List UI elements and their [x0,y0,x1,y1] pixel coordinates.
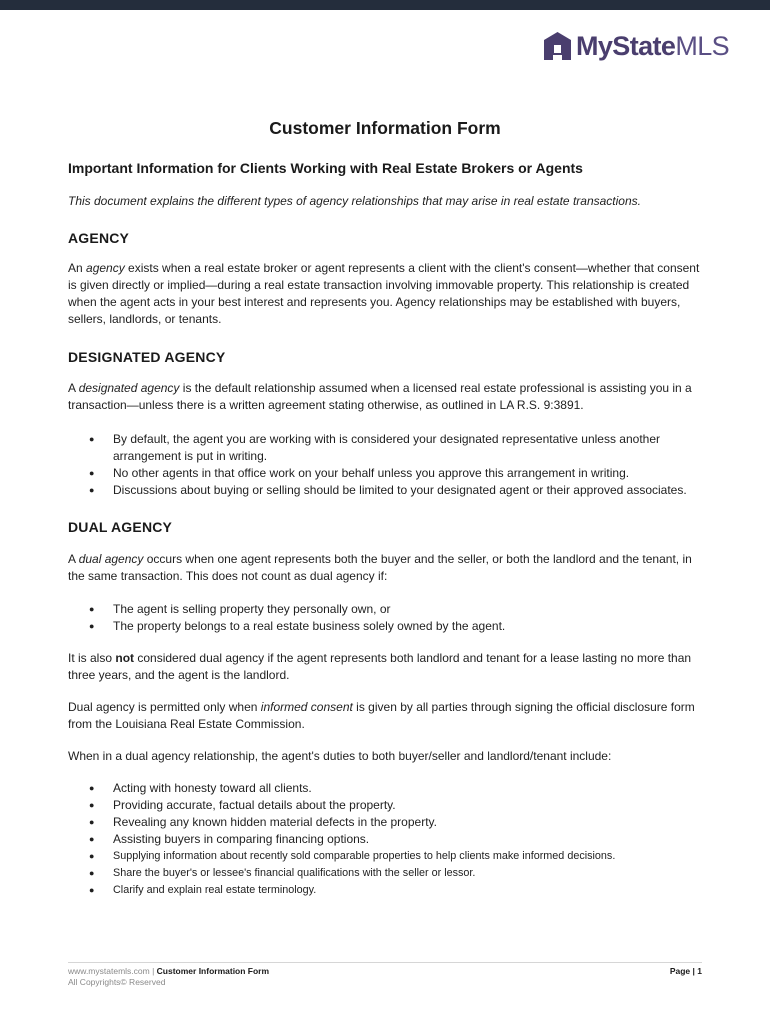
document-body [68,117,702,899]
footer-info: www.mystatemls.com | Customer Information Form All Copyrights© Reserved [68,966,270,987]
top-color-bar [0,0,770,10]
informed-consent-paragraph: Dual agency is permitted only when informed consent is given by all parties through signing the official disclosure form from the Louisiana Real Estate Commission. [68,700,695,731]
logo-wordmark: MyStateMLS [576,31,730,61]
dual-agency-paragraph: A dual agency occurs when one agent represents both the buyer and the seller, or both the landlord and the tenant, in the same transaction. This does not count as dual agency if: [68,552,692,583]
list-item: ● Revealing any known hidden material defects in the property. [113,814,702,831]
footer-doc-title: Customer Information Form [156,966,270,976]
house-icon [543,31,572,61]
dual-agency-exceptions-list [68,601,702,635]
list-item: ● No other agents in that office work on your behalf unless you approve this arrangement in writing. [113,465,702,482]
footer-divider [68,962,702,963]
list-item: ● The property belongs to a real estate business solely owned by the agent. [113,618,702,635]
designated-agency-list [68,431,702,499]
agency-heading: AGENCY [68,230,130,246]
dual-agency-heading: DUAL AGENCY [68,519,173,535]
list-item: ● Providing accurate, factual details about the property. [113,797,702,814]
page-number: Page | 1 [669,966,702,976]
footer-site-link[interactable]: www.mystatemls.com [68,966,150,976]
list-item: ● Share the buyer's or lessee's financial qualifications with the seller or lessor. [113,865,702,882]
list-item: ● By default, the agent you are working with is considered your designated representative unless another arrangement is put in writing. [113,431,702,465]
document-title: Customer Information Form [269,118,501,138]
agency-paragraph: An agency exists when a real estate broker or agent represents a client with the client's consent—whether that consent is given directly or implied—during a real estate transaction involving immovable property. This relationship is created when the agent acts in your best interest and represents you. Agency relationships may be established with buyers, sellers, landlords, or tenants. [68,261,700,326]
designated-agency-heading: DESIGNATED AGENCY [68,349,226,365]
footer-copyright: All Copyrights© Reserved [68,977,166,987]
designated-agency-paragraph: A designated agency is the default relationship assumed when a licensed real estate professional is assisting you in a transaction—unless there is a written agreement stating otherwise, as outlined in LA R.S. 9:3891. [68,381,692,412]
list-item: ● Clarify and explain real estate terminology. [113,882,702,899]
dual-agency-duties-intro: When in a dual agency relationship, the agent's duties to both buyer/seller and landlord/tenant include: [68,749,612,763]
list-item: ● Acting with honesty toward all clients. [113,780,702,797]
list-item: ● Discussions about buying or selling should be limited to your designated agent or their approved associates. [113,482,702,499]
dual-agency-lease-paragraph: It is also not considered dual agency if the agent represents both landlord and tenant for a lease lasting no more than three years, and the agent is the landlord. [68,651,692,682]
list-item: ● Supplying information about recently sold comparable properties to help clients make informed decisions. [113,848,702,865]
document-subtitle: Important Information for Clients Working with Real Estate Brokers or Agents [68,160,583,176]
list-item: ● The agent is selling property they personally own, or [113,601,702,618]
mystatemls-logo [543,30,729,62]
dual-agency-duties-list [68,780,702,899]
list-item: ● Assisting buyers in comparing financing options. [113,831,702,848]
document-intro: This document explains the different types of agency relationships that may arise in real estate transactions. [68,194,641,208]
